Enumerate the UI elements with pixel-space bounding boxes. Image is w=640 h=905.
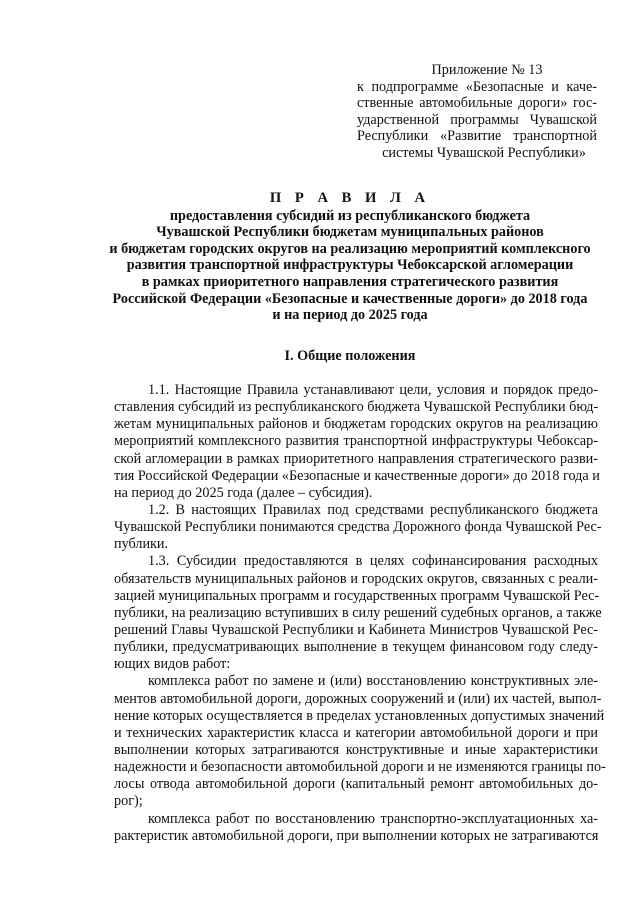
- appendix-title: Приложение № 13: [431, 62, 543, 78]
- appendix-line: к подпрограмме «Безопасные и каче-: [357, 78, 597, 95]
- body-line: тия Российской Федерации «Безопасные и качественные дороги» до 2018 года и: [114, 467, 600, 484]
- section-heading: I. Общие положения: [284, 348, 416, 364]
- body-line: публики, предусматривающих выполнение в текущем финансовом году следу-: [114, 639, 598, 656]
- body-line: лосы отвода автомобильной дороги (капитальный ремонт автомобильных до-: [114, 776, 598, 793]
- title-line: предоставления субсидий из республиканского бюджета: [169, 207, 531, 224]
- body-line: и технических характеристик класса и категории автомобильной дороги и при: [114, 724, 598, 741]
- body-line: нение которых осуществляется в пределах установленных допустимых значений: [114, 707, 605, 724]
- body-line: решений Главы Чувашской Республики и Кабинета Министров Чувашской Рес-: [114, 621, 598, 638]
- body-line: комплекса работ по замене и (или) восстановлению конструктивных эле-: [148, 673, 598, 690]
- title-line: Российской Федерации «Безопасные и качественные дороги» до 2018 года: [112, 290, 588, 307]
- body-line: на период до 2025 года (далее – субсидия).: [114, 484, 373, 501]
- body-line: публики.: [114, 536, 169, 553]
- title-line: Чувашской Республики бюджетам муниципальных районов: [156, 224, 544, 241]
- title-line: развития транспортной инфраструктуры Чебоксарской агломерации: [126, 257, 574, 274]
- body-line: надежности и безопасности автомобильной дороги и не изменяются границы по-: [114, 759, 606, 776]
- body-line: жетам муниципальных районов и бюджетам городских округов на реализацию: [114, 416, 598, 433]
- document-title: [100, 190, 600, 324]
- body-line: ющих видов работ:: [114, 656, 231, 673]
- title-line: в рамках приоритетного направления стратегического развития: [141, 273, 559, 290]
- appendix-line: ственные автомобильные дороги» гос-: [357, 95, 597, 112]
- title-line: и бюджетам городских округов на реализацию мероприятий комплексного: [109, 240, 591, 257]
- body-text: [114, 382, 606, 845]
- appendix-header: [357, 62, 597, 162]
- body-line: зацией муниципальных программ и государственных программ Чувашской Рес-: [114, 587, 600, 604]
- body-line: 1.3. Субсидии предоставляются в целях софинансирования расходных: [148, 553, 598, 570]
- body-line: выполнении которых затрагиваются конструктивные и иные характеристики: [114, 741, 598, 758]
- body-line: обязательств муниципальных районов и городских округов, связанных с реали-: [114, 570, 598, 587]
- appendix-line: системы Чувашской Республики»: [382, 144, 586, 161]
- body-line: Чувашской Республики понимаются средства Дорожного фонда Чувашской Рес-: [114, 519, 602, 536]
- body-line: мероприятий комплексного развития транспортной инфраструктуры Чебокcар-: [114, 433, 598, 450]
- body-line: 1.1. Настоящие Правила устанавливают цели, условия и порядок предо-: [148, 382, 598, 398]
- body-line: публики, на реализацию вступивших в силу решений судебных органов, а также: [114, 604, 602, 621]
- title-line: и на период до 2025 года: [272, 307, 428, 324]
- body-line: ментов автомобильной дороги, дорожных сооружений и (или) их частей, выпол-: [114, 690, 602, 707]
- appendix-line: Республики «Развитие транспортной: [357, 128, 597, 145]
- body-line: рактеристик автомобильной дороги, при выполнении которых не затрагиваются: [114, 827, 599, 844]
- appendix-line: ударственной программы Чувашской: [357, 111, 597, 128]
- body-line: ской агломерации в рамках приоритетного направления стратегического разви-: [114, 450, 598, 467]
- body-line: 1.2. В настоящих Правилах под средствами республиканского бюджета: [148, 501, 598, 518]
- rules-heading: П Р А В И Л А: [269, 190, 431, 206]
- body-line: ставления субсидий из республиканского бюджета Чувашской Республики бюд-: [114, 399, 599, 416]
- body-line: комплекса работ по восстановлению транспортно-эксплуатационных ха-: [148, 810, 598, 827]
- body-line: рог);: [114, 793, 143, 810]
